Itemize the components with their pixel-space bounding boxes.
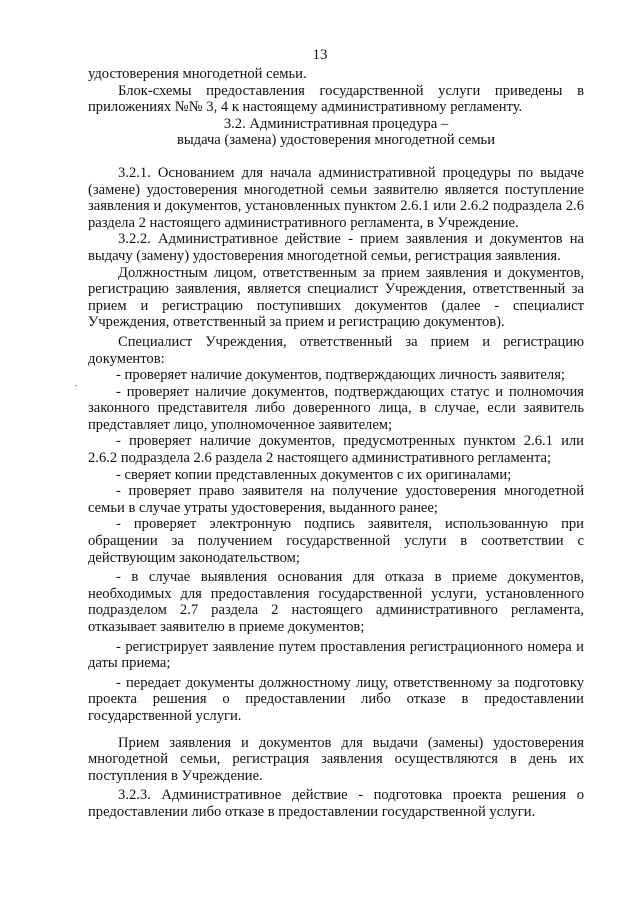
list-item: - проверяет право заявителя на получение удостоверения многодетной семьи в случае утраты удостоверения, выданного ранее;	[88, 483, 584, 516]
margin-mark: ·	[74, 378, 78, 392]
paragraph-block-schemes: Блок-схемы предоставления государственной услуги приведены в приложениях №№ 3, 4 к настоящему административному регламенту.	[88, 82, 584, 116]
list-item: - сверяет копии представленных документов с их оригиналами;	[116, 466, 512, 483]
document-body	[88, 66, 584, 821]
list-item: - в случае выявления основания для отказа в приеме документов, необходимых для предоставления государственной услуги, установленного подразделом 2.7 раздела 2 настоящего административного регламента, отказывает заявителю в приеме документов;	[88, 569, 584, 635]
list-item: - проверяет наличие документов, предусмотренных пунктом 2.6.1 или 2.6.2 подраздела 2.6 раздела 2 настоящего административного регламента;	[88, 433, 584, 467]
page-number: 13	[312, 47, 328, 63]
list-item: - передает документы должностному лицу, ответственному за подготовку проекта решения о предоставлении либо отказе в предоставлении государственной услуги.	[88, 674, 584, 724]
list-item: - проверяет наличие документов, подтверждающих статус и полномочия законного представителя либо доверенного лица, в случае, если заявитель представляет лицо, уполномоченное заявителем;	[88, 383, 584, 433]
paragraph-acceptance-same-day: Прием заявления и документов для выдачи (замены) удостоверения многодетной семьи, регистрация заявления осуществляются в день их поступления в Учреждение.	[88, 734, 584, 784]
paragraph-3-2-2: 3.2.2. Административное действие - прием заявления и документов на выдачу (замену) удостоверения многодетной семьи, регистрация заявления.	[88, 231, 584, 264]
paragraph-3-2-1: 3.2.1. Основанием для начала административной процедуры по выдаче (замене) удостоверения многодетной семьи заявителю является поступление заявления и документов, установленных пунктом 2.6.1 или 2.6.2 подраздела 2.6 раздела 2 настоящего административного регламента, в Учреждение.	[88, 164, 584, 231]
list-item: - проверяет наличие документов, подтверждающих личность заявителя;	[116, 367, 565, 384]
paragraph-specialist-intro: Специалист Учреждения, ответственный за прием и регистрацию документов:	[88, 333, 584, 367]
section-heading-line2: выдача (замена) удостоверения многодетной семьи	[176, 132, 496, 149]
list-item: - проверяет электронную подпись заявителя, использованную при обращении за получением государственной услуги в соответствии с действующим законодательством;	[88, 516, 584, 566]
paragraph-3-2-3: 3.2.3. Административное действие - подготовка проекта решения о предоставлении либо отказе в предоставлении государственной услуги.	[88, 787, 584, 820]
paragraph-continuation: удостоверения многодетной семьи.	[88, 66, 307, 82]
section-heading-line1: 3.2. Административная процедура –	[223, 115, 449, 132]
paragraph-responsible-person: Должностным лицом, ответственным за прием заявления и документов, регистрацию заявления, является специалист Учреждения, ответственный за прием и регистрацию поступивших документов (далее - специалист Учреждения, ответственный за прием и регистрацию документов).	[88, 264, 584, 331]
list-item: - регистрирует заявление путем проставления регистрационного номера и даты приема;	[88, 638, 584, 672]
